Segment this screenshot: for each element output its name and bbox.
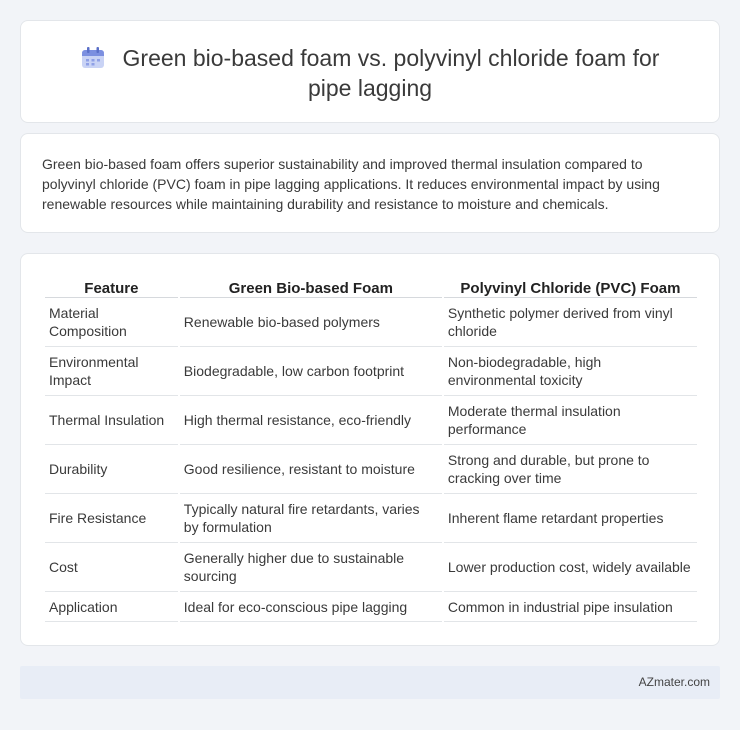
- table-row: [45, 592, 697, 622]
- calendar-icon: [81, 47, 105, 69]
- title-card: [20, 20, 720, 123]
- pvc-foam-cell: Inherent flame retardant properties: [444, 494, 697, 543]
- feature-cell: Environmental Impact: [45, 347, 178, 396]
- pvc-foam-cell: Strong and durable, but prone to cracking over time: [444, 445, 697, 494]
- summary-text: Green bio-based foam offers superior sustainability and improved thermal insulation compared to polyvinyl chloride (PVC) foam in pipe lagging applications. It reduces environmental impact by using renewable resources while maintaining durability and resistance to moisture and chemicals.: [42, 156, 660, 212]
- header-pvc-foam: Polyvinyl Chloride (PVC) Foam: [444, 276, 697, 298]
- feature-cell: Fire Resistance: [45, 494, 178, 543]
- footer-brand[interactable]: AZmater.com: [638, 675, 710, 689]
- bio-foam-cell: Generally higher due to sustainable sourcing: [180, 543, 442, 592]
- header-feature: Feature: [45, 276, 178, 298]
- table-row: [45, 494, 697, 543]
- bio-foam-cell: Ideal for eco-conscious pipe lagging: [180, 592, 442, 622]
- feature-cell: Thermal Insulation: [45, 396, 178, 445]
- page-title-row: [21, 43, 719, 103]
- bio-foam-cell: Good resilience, resistant to moisture: [180, 445, 442, 494]
- bio-foam-cell: High thermal resistance, eco-friendly: [180, 396, 442, 445]
- feature-cell: Cost: [45, 543, 178, 592]
- page-title: Green bio-based foam vs. polyvinyl chloride foam for pipe lagging: [122, 45, 660, 101]
- bio-foam-cell: Biodegradable, low carbon footprint: [180, 347, 442, 396]
- feature-cell: Material Composition: [45, 298, 178, 347]
- footer-bar: [20, 666, 720, 699]
- header-bio-foam: Green Bio-based Foam: [180, 276, 442, 298]
- pvc-foam-cell: Non-biodegradable, high environmental toxicity: [444, 347, 697, 396]
- pvc-foam-cell: Common in industrial pipe insulation: [444, 592, 697, 622]
- table-row: [45, 396, 697, 445]
- comparison-table: [43, 276, 699, 622]
- table-row: [45, 445, 697, 494]
- table-header-row: [45, 276, 697, 298]
- pvc-foam-cell: Moderate thermal insulation performance: [444, 396, 697, 445]
- comparison-table-card: [20, 253, 720, 646]
- table-row: [45, 298, 697, 347]
- pvc-foam-cell: Synthetic polymer derived from vinyl chloride: [444, 298, 697, 347]
- feature-cell: Application: [45, 592, 178, 622]
- summary-card: [20, 133, 720, 233]
- table-row: [45, 347, 697, 396]
- bio-foam-cell: Typically natural fire retardants, varies by formulation: [180, 494, 442, 543]
- bio-foam-cell: Renewable bio-based polymers: [180, 298, 442, 347]
- pvc-foam-cell: Lower production cost, widely available: [444, 543, 697, 592]
- table-row: [45, 543, 697, 592]
- feature-cell: Durability: [45, 445, 178, 494]
